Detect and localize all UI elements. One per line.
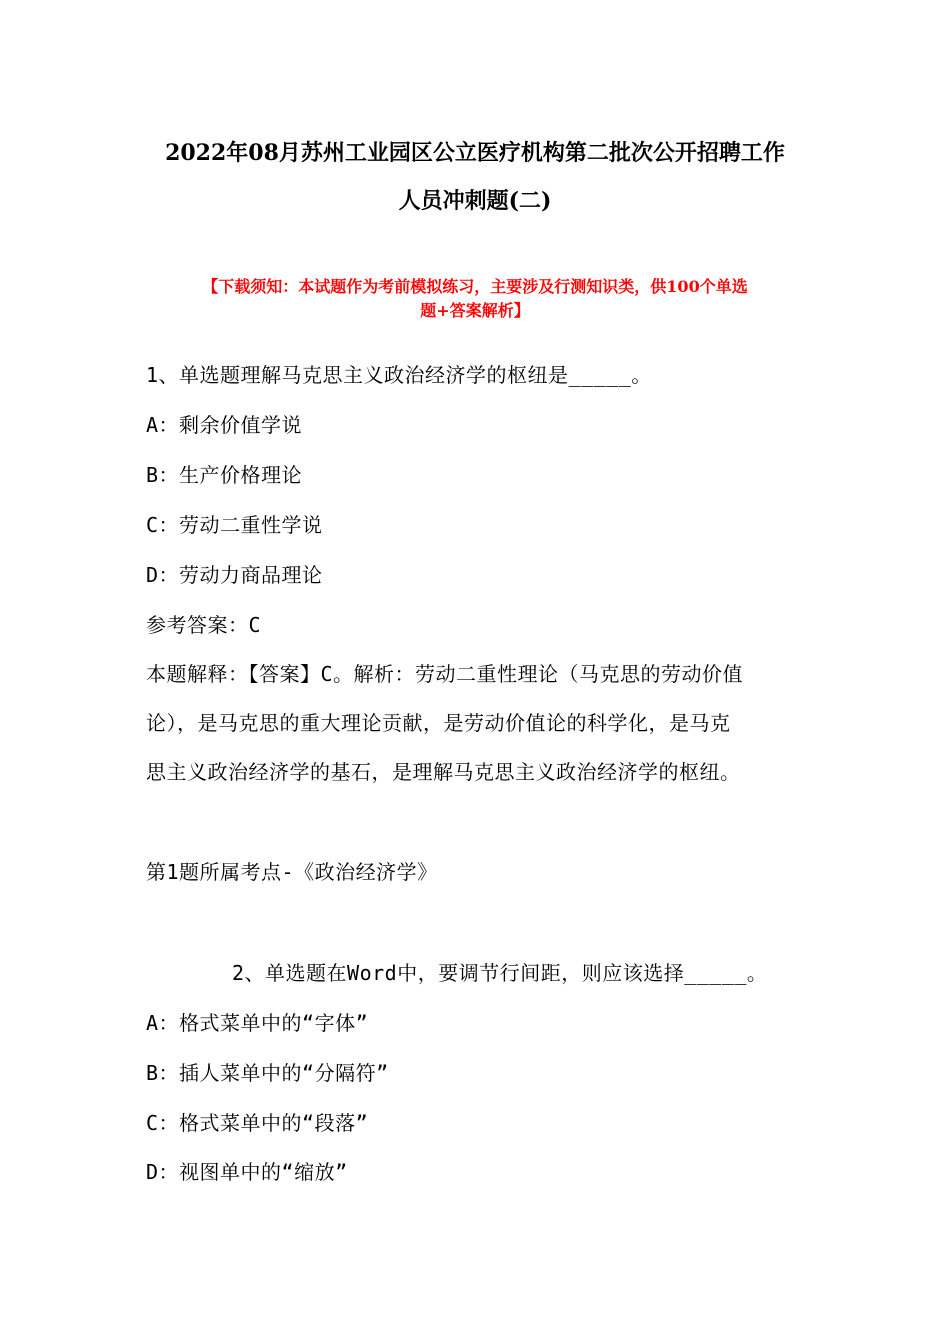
document-title-line-1: 2022年08月苏州工业园区公立医疗机构第二批次公开招聘工作: [165, 140, 785, 166]
question-2-option-b: B：插人菜单中的“分隔符”: [146, 1061, 389, 1085]
question-1-option-b: B：生产价格理论: [146, 463, 303, 487]
question-1-option-a: A：剩余价值学说: [146, 413, 303, 437]
question-2-option-a: A：格式菜单中的“字体”: [146, 1011, 369, 1035]
question-1-explanation-line-3: 思主义政治经济学的基石，是理解马克思主义政治经济学的枢纽。: [146, 760, 741, 784]
question-1-option-c: C：劳动二重性学说: [146, 513, 323, 537]
question-2-option-d: D：视图单中的“缩放”: [146, 1160, 348, 1184]
question-1-explanation-line-2: 论），是马克思的重大理论贡献，是劳动价值论的科学化，是马克: [146, 711, 731, 735]
question-1-explanation-line-1: 本题解释：【答案】C。解析：劳动二重性理论（马克思的劳动价值: [146, 662, 744, 686]
download-notice-line-1: 【下载须知：本试题作为考前模拟练习，主要涉及行测知识类，供100个单选: [202, 277, 748, 296]
question-1-option-d: D：劳动力商品理论: [146, 563, 323, 587]
question-1-answer: 参考答案：C: [146, 613, 262, 637]
question-1-stem: 1、单选题理解马克思主义政治经济学的枢纽是_____。: [146, 363, 652, 387]
question-1-topic: 第1题所属考点-《政治经济学》: [146, 860, 438, 884]
question-2-option-c: C：格式菜单中的“段落”: [146, 1111, 369, 1135]
question-2-stem: 2、单选题在Word中，要调节行间距，则应该选择_____。: [232, 961, 768, 985]
download-notice-line-2: 题+答案解析】: [420, 301, 530, 320]
document-title-line-2: 人员冲刺题(二): [398, 188, 552, 214]
